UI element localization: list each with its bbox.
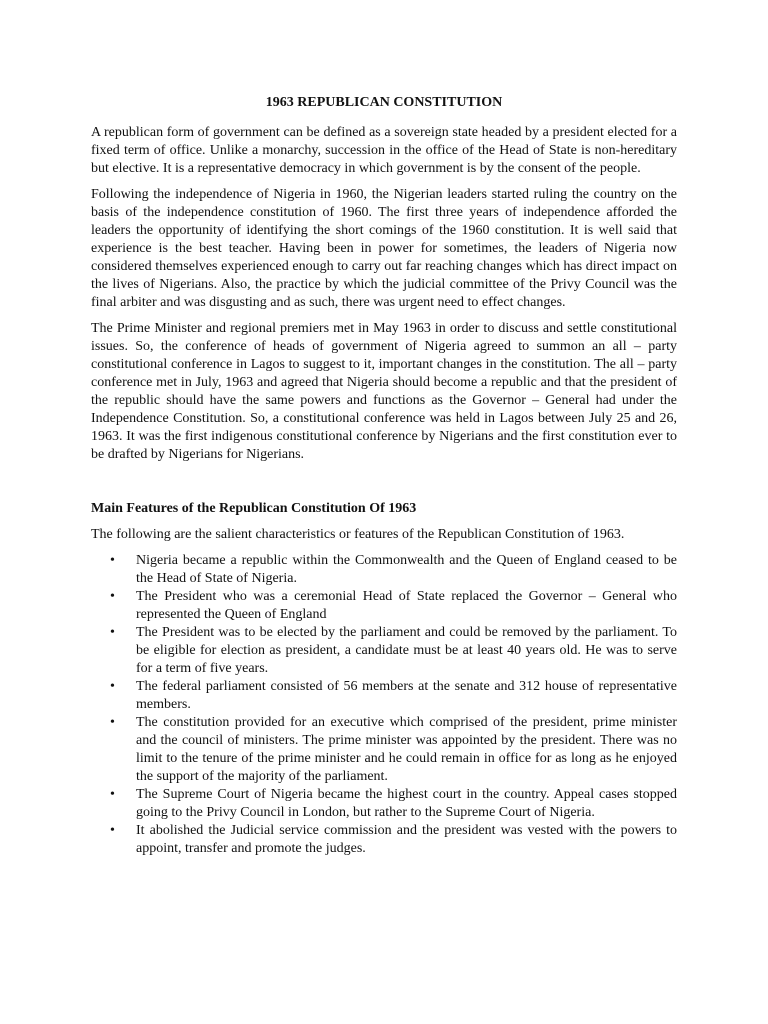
list-item-text: The constitution provided for an executive which comprised of the president, prime minister and the council of ministers. The prime minister was appointed by the president. There was no limit to the tenure of the prime minister and he could remain in office for as long as he enjoyed the support of the majority of the parliament. bbox=[136, 715, 677, 784]
list-item bbox=[91, 822, 677, 858]
bullet-icon: • bbox=[110, 589, 115, 604]
paragraph-conference: The Prime Minister and regional premiers met in May 1963 in order to discuss and settle constitutional issues. So, the conference of heads of government of Nigeria agreed to summon an all – party constitutional conference in Lagos to suggest to it, important changes in the constitution. The all – party conference met in July, 1963 and agreed that Nigeria should become a republic and that the president of the republic should have the same powers and functions as the Governor – General had under the Independence Constitution. So, a constitutional conference was held in Lagos between July 25 and 26, 1963. It was the first indigenous constitutional conference by Nigerians and the first constitution ever to be drafted by Nigerians for Nigerians. bbox=[91, 321, 677, 462]
list-item-text: Nigeria became a republic within the Commonwealth and the Queen of England ceased to be the Head of State of Nigeria. bbox=[136, 553, 677, 586]
list-item bbox=[91, 786, 677, 822]
bullet-icon: • bbox=[110, 553, 115, 568]
list-item-text: The federal parliament consisted of 56 members at the senate and 312 house of representative members. bbox=[136, 679, 677, 712]
bullet-icon: • bbox=[110, 823, 115, 838]
paragraph-definition: A republican form of government can be defined as a sovereign state headed by a president elected for a fixed term of office. Unlike a monarchy, succession in the office of the Head of State is non-hereditary but elective. It is a representative democracy in which government is by the consent of the people. bbox=[91, 125, 677, 176]
document-title: 1963 REPUBLICAN CONSTITUTION bbox=[265, 95, 503, 110]
paragraph-background: Following the independence of Nigeria in 1960, the Nigerian leaders started ruling the country on the basis of the independence constitution of 1960. The first three years of independence afforded the leaders the opportunity of identifying the short comings of the 1960 constitution. It is well said that experience is the best teacher. Having been in power for sometimes, the leaders of Nigeria now considered themselves experienced enough to carry out far reaching changes which has direct impact on the lives of Nigerians. Also, the practice by which the judicial committee of the Privy Council was the final arbiter and was disgusting and as such, there was urgent need to effect changes. bbox=[91, 187, 677, 310]
features-intro: The following are the salient characteristics or features of the Republican Constitution of 1963. bbox=[91, 527, 625, 542]
list-item-text: The Supreme Court of Nigeria became the highest court in the country. Appeal cases stopped going to the Privy Council in London, but rather to the Supreme Court of Nigeria. bbox=[136, 787, 677, 820]
features-heading: Main Features of the Republican Constitution Of 1963 bbox=[91, 501, 417, 516]
list-item bbox=[91, 714, 677, 786]
list-item-text: The President was to be elected by the parliament and could be removed by the parliament. To be eligible for election as president, a candidate must be at least 40 years old. He was to serve for a term of five years. bbox=[136, 625, 677, 676]
list-item bbox=[91, 678, 677, 714]
features-list bbox=[91, 552, 677, 858]
list-item-text: The President who was a ceremonial Head of State replaced the Governor – General who represented the Queen of England bbox=[136, 589, 677, 622]
bullet-icon: • bbox=[110, 625, 115, 640]
list-item bbox=[91, 588, 677, 624]
list-item bbox=[91, 624, 677, 678]
bullet-icon: • bbox=[110, 679, 115, 694]
bullet-icon: • bbox=[110, 715, 115, 730]
bullet-icon: • bbox=[110, 787, 115, 802]
list-item bbox=[91, 552, 677, 588]
list-item-text: It abolished the Judicial service commission and the president was vested with the powers to appoint, transfer and promote the judges. bbox=[136, 823, 677, 856]
